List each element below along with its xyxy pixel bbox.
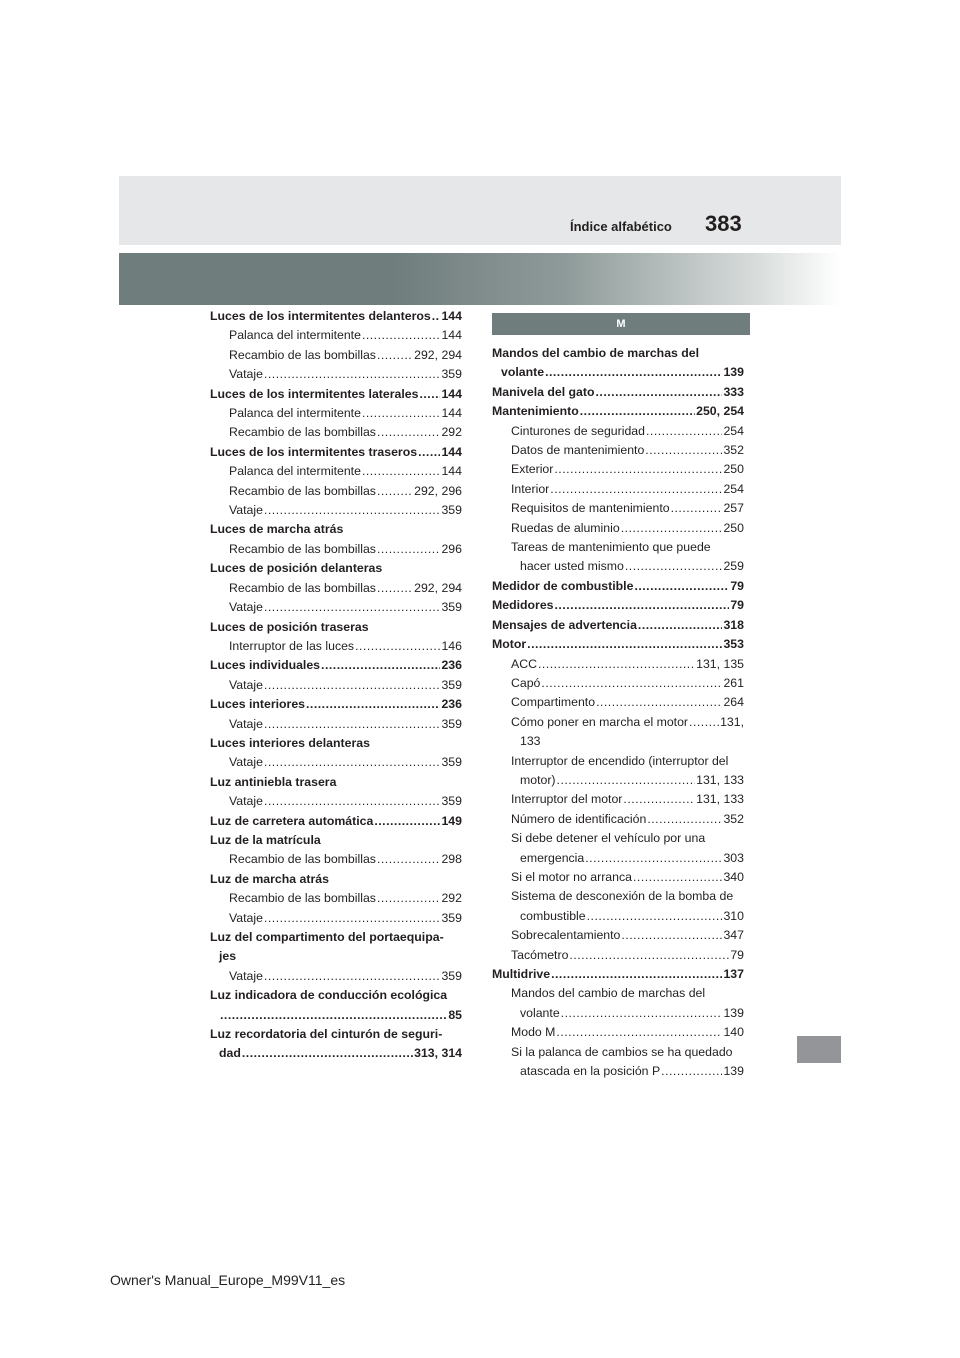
index-entry: [492, 460, 744, 479]
index-entry: [492, 383, 744, 402]
index-entry-page: 359: [441, 677, 462, 692]
index-entry: [210, 637, 462, 656]
index-entry-term: Si la palanca de cambios se ha quedado: [511, 1044, 733, 1059]
index-entry-term: Recambio de las bombillas: [229, 541, 376, 556]
index-entry: [492, 596, 744, 615]
index-entry-term: Luz de la matrícula: [210, 832, 321, 847]
index-entry-term: Datos de mantenimiento: [511, 443, 645, 458]
index-entry-page: 144: [441, 386, 462, 401]
index-entry: [492, 363, 744, 382]
index-entry-term: Luces individuales: [210, 658, 321, 673]
index-entry-page: 359: [441, 503, 462, 518]
index-leader-dots: [555, 596, 730, 615]
index-entry: [210, 831, 462, 850]
index-entry-term: Luces interiores delanteras: [210, 735, 370, 750]
index-leader-dots: [645, 441, 722, 460]
index-entry: [492, 887, 744, 906]
index-leader-dots: [554, 460, 722, 479]
index-entry-page: 250: [723, 520, 744, 535]
index-entry: [492, 655, 744, 674]
index-entry: [210, 598, 462, 617]
index-entry: [210, 501, 462, 520]
index-entry: [492, 674, 744, 693]
index-entry-term: Luz antiniebla trasera: [210, 774, 337, 789]
index-entry-page: 144: [441, 328, 462, 343]
footer-manual-id: Owner's Manual_Europe_M99V11_es: [110, 1272, 346, 1288]
index-entry-term: Compartimento: [511, 695, 596, 710]
index-entry-page: 131, 133: [696, 772, 744, 787]
index-leader-dots: [647, 810, 722, 829]
index-leader-dots: [264, 676, 441, 695]
index-entry-page: 131, 135: [696, 656, 744, 671]
index-entry-page: 292, 296: [414, 483, 462, 498]
side-thumb-tab: [797, 1036, 841, 1063]
index-entry: [492, 1062, 744, 1081]
index-entry: [210, 404, 462, 423]
index-leader-dots: [596, 383, 723, 402]
index-leader-dots: [550, 480, 722, 499]
index-column-right: [492, 344, 744, 1081]
index-entry-page: 353: [723, 637, 744, 652]
index-leader-dots: [432, 307, 441, 326]
index-entry-page: 254: [723, 481, 744, 496]
index-entry: [492, 829, 744, 848]
index-entry-page: 131, 133: [696, 792, 744, 807]
index-leader-dots: [561, 1004, 723, 1023]
index-leader-dots: [377, 889, 441, 908]
index-entry: [210, 520, 462, 539]
index-entry: [492, 480, 744, 499]
index-entry-page: 144: [441, 309, 462, 323]
index-entry-term: Luces de los intermitentes delanteros: [210, 309, 431, 323]
index-entry-term: Luces interiores: [210, 697, 305, 712]
index-entry-page: 292: [441, 891, 462, 906]
index-entry-term: motor): [520, 772, 556, 787]
index-entry: [210, 326, 462, 345]
index-leader-dots: [362, 326, 441, 345]
index-leader-dots: [541, 674, 722, 693]
index-entry: [210, 579, 462, 598]
index-entry: [492, 926, 744, 945]
index-entry-term: Sobrecalentamiento: [511, 928, 621, 943]
index-entry: [210, 656, 462, 675]
index-entry: [492, 1023, 744, 1042]
index-entry: [492, 907, 744, 926]
index-entry-page: 310: [723, 908, 744, 923]
index-entry-page: 79: [730, 598, 744, 613]
index-entry-page: 352: [723, 811, 744, 826]
index-entry-term: emergencia: [520, 850, 585, 865]
index-entry: [210, 482, 462, 501]
index-entry-page: 359: [441, 600, 462, 615]
index-leader-dots: [264, 909, 441, 928]
index-entry-page: 313, 314: [414, 1046, 462, 1061]
index-entry-term: Recambio de las bombillas: [229, 852, 376, 867]
index-entry-term: atascada en la posición P: [520, 1064, 661, 1079]
index-leader-dots: [377, 482, 413, 501]
index-entry: [210, 870, 462, 889]
index-leader-dots: [220, 1006, 447, 1025]
index-entry: [210, 559, 462, 578]
index-entry-page: 144: [441, 444, 462, 459]
index-entry: [492, 810, 744, 829]
index-entry-term: Interruptor de encendido (interruptor del: [511, 753, 729, 768]
index-leader-dots: [264, 598, 441, 617]
index-entry: [210, 365, 462, 384]
index-entry-page: 333: [723, 384, 744, 399]
index-entry-term: Interruptor de las luces: [229, 638, 355, 653]
index-entry-term: Vataje: [229, 910, 263, 925]
index-entry: [210, 773, 462, 792]
index-entry: [210, 346, 462, 365]
index-entry-term: Tareas de mantenimiento que puede: [511, 540, 711, 555]
index-entry-term: Vataje: [229, 755, 263, 770]
index-entry: [210, 1006, 462, 1025]
index-entry-term: Luz recordatoria del cinturón de seguri-: [210, 1027, 443, 1042]
index-leader-dots: [551, 965, 722, 984]
index-entry-page: 139: [723, 1005, 744, 1020]
index-entry-term: Mensajes de advertencia: [492, 617, 637, 632]
index-leader-dots: [362, 404, 441, 423]
index-entry: [210, 909, 462, 928]
index-entry-page: 257: [723, 501, 744, 516]
index-entry-term: Luces de los intermitentes traseros: [210, 444, 418, 459]
section-title: Índice alfabético: [570, 219, 672, 234]
index-entry-term: Luces de posición delanteras: [210, 561, 383, 576]
index-entry-term: Multidrive: [492, 967, 551, 981]
index-entry-page: 264: [723, 695, 744, 710]
index-entry-term: Interruptor del motor: [511, 792, 623, 807]
index-entry-term: Ruedas de aluminio: [511, 520, 620, 535]
index-leader-dots: [377, 346, 413, 365]
index-entry-page: 254: [723, 423, 744, 438]
index-entry: [210, 753, 462, 772]
index-leader-dots: [638, 616, 723, 635]
index-leader-dots: [418, 443, 440, 462]
index-entry: [210, 792, 462, 811]
index-entry-term: Vataje: [229, 677, 263, 692]
index-entry: [210, 715, 462, 734]
index-leader-dots: [646, 422, 722, 441]
index-leader-dots: [587, 907, 723, 926]
index-entry: [492, 693, 744, 712]
index-entry: [492, 946, 744, 965]
index-entry: [492, 635, 744, 654]
index-entry-term: Vataje: [229, 600, 263, 615]
index-entry-page: 292, 294: [414, 580, 462, 595]
index-leader-dots: [264, 792, 441, 811]
index-entry: [492, 965, 744, 984]
index-entry-page: 140: [723, 1025, 744, 1040]
header-gradient-band: [119, 253, 841, 305]
index-entry-page: 359: [441, 367, 462, 382]
index-entry: [492, 752, 744, 771]
index-entry-term: dad: [219, 1046, 241, 1061]
index-entry-term: Mandos del cambio de marchas del: [492, 346, 700, 360]
index-entry: [492, 577, 744, 596]
index-entry-term: Recambio de las bombillas: [229, 891, 376, 906]
index-entry: [210, 307, 462, 326]
index-leader-dots: [556, 1023, 722, 1042]
index-leader-dots: [242, 1044, 413, 1063]
index-entry: [210, 385, 462, 404]
index-entry-page: 298: [441, 852, 462, 867]
index-leader-dots: [377, 540, 441, 559]
index-entry-page: 347: [723, 928, 744, 943]
index-entry: [492, 557, 744, 576]
index-entry-page: 318: [723, 617, 744, 632]
index-entry-term: Si el motor no arranca: [511, 869, 632, 884]
index-leader-dots: [321, 656, 440, 675]
index-entry-term: Luz de marcha atrás: [210, 871, 329, 886]
index-entry-term: Recambio de las bombillas: [229, 347, 376, 362]
index-leader-dots: [264, 501, 441, 520]
index-leader-dots: [625, 557, 723, 576]
index-entry: [210, 734, 462, 753]
index-entry-page: 359: [441, 755, 462, 770]
index-leader-dots: [580, 402, 695, 421]
index-entry-term: Motor: [492, 637, 527, 652]
index-entry-term: Medidores: [492, 598, 554, 613]
index-entry: [492, 402, 744, 421]
index-entry-term: Recambio de las bombillas: [229, 483, 376, 498]
index-leader-dots: [377, 850, 441, 869]
index-entry: [210, 850, 462, 869]
index-entry: [210, 443, 462, 462]
index-entry-page: 352: [723, 443, 744, 458]
index-leader-dots: [545, 363, 722, 382]
index-entry-page: 359: [441, 968, 462, 983]
index-entry-term: Número de identificación: [511, 811, 647, 826]
index-entry: [492, 538, 744, 557]
index-leader-dots: [264, 715, 441, 734]
index-entry: [492, 499, 744, 518]
index-entry-page: 292, 294: [414, 347, 462, 362]
index-entry-term: Modo M: [511, 1025, 556, 1040]
letter-heading-m: M: [492, 313, 750, 335]
index-leader-dots: [264, 967, 441, 986]
index-entry-term: Palanca del intermitente: [229, 406, 361, 421]
index-entry-term: Luces de los intermitentes laterales: [210, 386, 419, 401]
index-entry-page: 131,: [720, 714, 744, 729]
index-entry: [210, 540, 462, 559]
index-entry-page: 236: [441, 658, 462, 673]
index-leader-dots: [621, 519, 723, 538]
index-entry-term: Vataje: [229, 367, 263, 382]
index-entry-term: Medidor de combustible: [492, 578, 634, 593]
index-entry: [492, 868, 744, 887]
index-entry: [210, 462, 462, 481]
index-entry-term: Mandos del cambio de marchas del: [511, 986, 706, 1001]
index-entry-term: volante: [520, 1005, 560, 1020]
index-entry-term: Si debe detener el vehículo por una: [511, 831, 706, 846]
index-entry-page: 139: [723, 365, 744, 380]
index-entry: [492, 441, 744, 460]
index-entry-page: 292: [441, 425, 462, 440]
index-entry-term: Luz del compartimento del portaequipa-: [210, 930, 444, 944]
index-entry-term: Sistema de desconexión de la bomba de: [511, 889, 734, 904]
index-entry-term: Luces de posición traseras: [210, 619, 369, 634]
index-entry-term: Vataje: [229, 794, 263, 809]
index-entry-page: 144: [441, 406, 462, 421]
index-leader-dots: [362, 462, 441, 481]
index-entry-page: 79: [730, 947, 744, 962]
index-leader-dots: [377, 423, 441, 442]
index-entry-term: volante: [501, 365, 545, 380]
index-entry-page: 139: [723, 1064, 744, 1079]
index-entry-page: 236: [441, 697, 462, 712]
index-entry: [210, 889, 462, 908]
index-entry: [210, 676, 462, 695]
index-entry: [492, 713, 744, 732]
index-entry-term: Palanca del intermitente: [229, 328, 361, 343]
index-entry-page: 149: [441, 813, 462, 828]
index-entry: [492, 984, 744, 1003]
index-entry-term: Vataje: [229, 716, 263, 731]
index-entry-term: Recambio de las bombillas: [229, 580, 376, 595]
index-entry-term: combustible: [520, 908, 586, 923]
index-entry-page: 146: [441, 638, 462, 653]
index-entry-term: Cómo poner en marcha el motor: [511, 714, 689, 729]
index-entry-page: 261: [723, 675, 744, 690]
index-entry-term: Mantenimiento: [492, 404, 579, 419]
index-leader-dots: [689, 713, 719, 732]
index-entry-term: Luces de marcha atrás: [210, 522, 344, 537]
index-entry: [210, 812, 462, 831]
index-entry-page: 137: [723, 967, 744, 981]
index-leader-dots: [355, 637, 440, 656]
index-leader-dots: [538, 655, 695, 674]
index-entry: [210, 1025, 462, 1044]
index-entry-term: Palanca del intermitente: [229, 464, 361, 479]
index-entry-term: jes: [219, 949, 237, 964]
index-entry-term: 133: [520, 734, 541, 749]
index-entry: [210, 947, 462, 966]
index-entry-term: Vataje: [229, 503, 263, 518]
index-leader-dots: [633, 868, 722, 887]
index-entry-term: Luz indicadora de conducción ecológica: [210, 988, 448, 1003]
index-leader-dots: [569, 946, 729, 965]
index-leader-dots: [557, 771, 696, 790]
index-entry-page: 359: [441, 716, 462, 731]
index-leader-dots: [621, 926, 722, 945]
index-entry: [492, 616, 744, 635]
page-number: 383: [705, 211, 742, 236]
index-entry-term: Interior: [511, 481, 550, 496]
index-entry: [492, 344, 744, 363]
index-leader-dots: [264, 365, 441, 384]
index-entry: [492, 519, 744, 538]
index-entry: [492, 1043, 744, 1062]
index-entry-page: 259: [723, 559, 744, 574]
index-entry-page: 296: [441, 541, 462, 556]
index-leader-dots: [377, 579, 413, 598]
index-entry-term: hacer usted mismo: [520, 559, 624, 574]
index-entry-page: 340: [723, 869, 744, 884]
index-entry-term: Tacómetro: [511, 947, 569, 962]
index-column-left: [210, 307, 462, 1064]
index-entry: [210, 423, 462, 442]
index-entry: [492, 422, 744, 441]
index-entry-term: Vataje: [229, 968, 263, 983]
index-entry-term: Manivela del gato: [492, 384, 595, 399]
index-entry: [492, 849, 744, 868]
index-entry: [210, 928, 462, 947]
index-leader-dots: [306, 695, 440, 714]
index-entry: [492, 732, 744, 751]
index-entry: [492, 1004, 744, 1023]
index-entry-term: Recambio de las bombillas: [229, 425, 376, 440]
index-leader-dots: [374, 812, 440, 831]
index-entry-term: ACC: [511, 656, 537, 671]
index-entry: [210, 1044, 462, 1063]
index-entry: [210, 986, 462, 1005]
index-entry-term: Capó: [511, 675, 541, 690]
index-entry-page: 359: [441, 794, 462, 809]
index-leader-dots: [596, 693, 722, 712]
index-entry-page: 250, 254: [696, 404, 744, 419]
index-leader-dots: [585, 849, 722, 868]
index-leader-dots: [527, 635, 722, 654]
index-entry-term: Exterior: [511, 462, 554, 477]
index-entry: [210, 967, 462, 986]
index-leader-dots: [671, 499, 723, 518]
index-leader-dots: [634, 577, 729, 596]
index-entry: [210, 618, 462, 637]
index-entry: [492, 771, 744, 790]
index-leader-dots: [623, 790, 695, 809]
index-leader-dots: [264, 753, 441, 772]
index-leader-dots: [419, 385, 440, 404]
index-entry-term: Luz de carretera automática: [210, 813, 374, 828]
index-entry-term: Requisitos de mantenimiento: [511, 501, 670, 516]
index-entry: [210, 695, 462, 714]
index-entry-page: 144: [441, 464, 462, 479]
index-entry-term: Cinturones de seguridad: [511, 423, 645, 438]
index-entry: [492, 790, 744, 809]
index-entry-page: 303: [723, 850, 744, 865]
index-entry-page: 250: [723, 462, 744, 477]
index-entry-page: 79: [730, 578, 744, 593]
index-leader-dots: [661, 1062, 722, 1081]
index-entry-page: 85: [448, 1007, 462, 1022]
index-entry-page: 359: [441, 910, 462, 925]
